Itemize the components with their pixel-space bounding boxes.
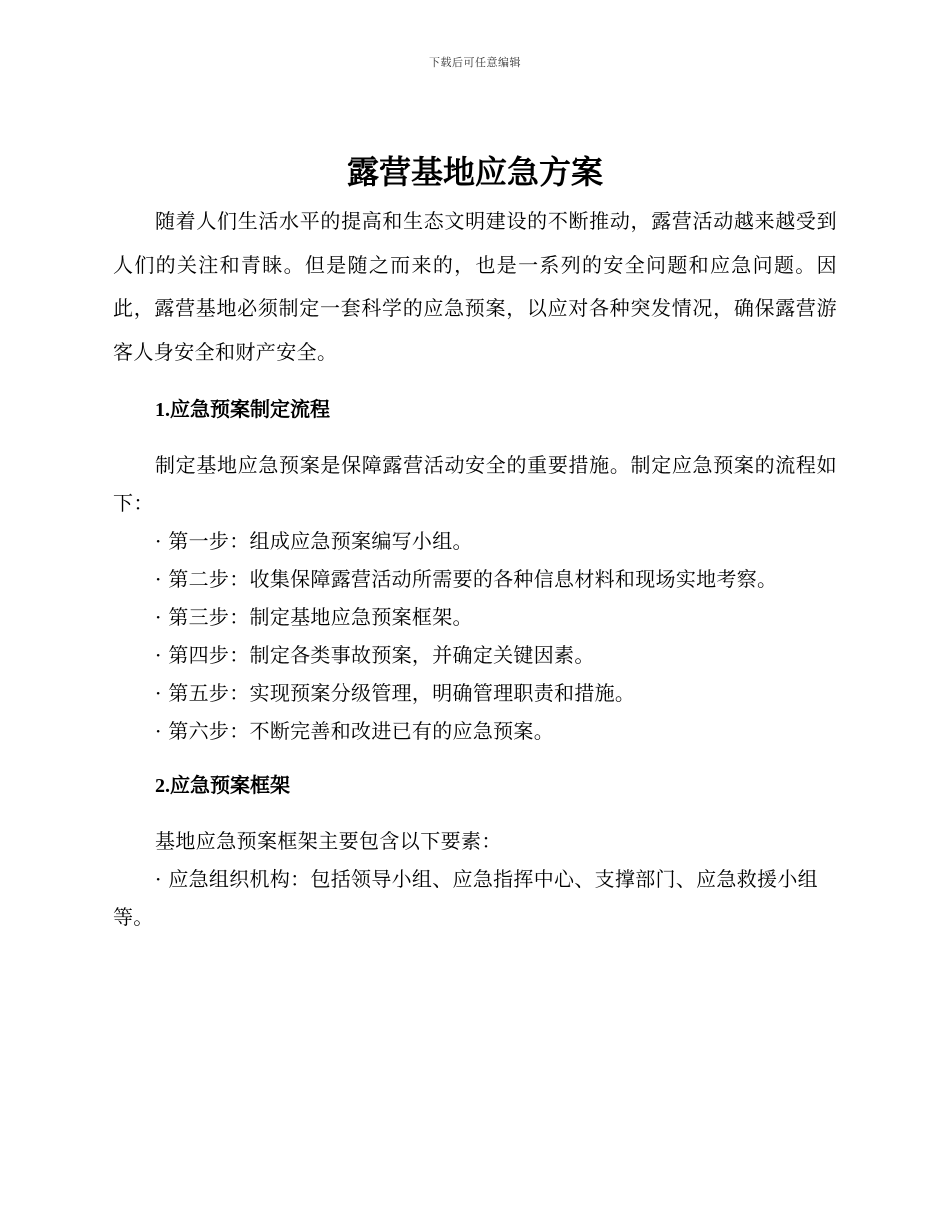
section-2-heading: 2.应急预案框架 xyxy=(155,775,290,797)
step-item: · 第一步：组成应急预案编写小组。 xyxy=(155,529,473,553)
step-item: · 第四步：制定各类事故预案，并确定关键因素。 xyxy=(155,643,595,667)
section-2-paragraph: 基地应急预案框架主要包含以下要素： xyxy=(155,829,502,853)
section-1-heading: 1.应急预案制定流程 xyxy=(155,399,330,421)
step-item: · 第二步：收集保障露营活动所需要的各种信息材料和现场实地考察。 xyxy=(155,567,778,591)
document-title: 露营基地应急方案 xyxy=(346,153,603,191)
header-note: 下载后可任意编辑 xyxy=(429,56,521,69)
document-body xyxy=(113,200,837,936)
framework-item: · 应急组织机构：包括领导小组、应急指挥中心、支撑部门、应急救援小组等。 xyxy=(113,867,818,929)
step-item: · 第五步：实现预案分级管理，明确管理职责和措施。 xyxy=(155,681,636,705)
step-item: · 第三步：制定基地应急预案框架。 xyxy=(155,605,473,629)
intro-paragraph: 随着人们生活水平的提高和生态文明建设的不断推动，露营活动越来越受到人们的关注和青睐。但是随之而来的，也是一系列的安全问题和应急问题。因此，露营基地必须制定一套科学的应急预案，以应对各种突发情况，确保露营游客人身安全和财产安全。 xyxy=(113,209,837,364)
step-item: · 第六步：不断完善和改进已有的应急预案。 xyxy=(155,719,555,743)
section-1-paragraph: 制定基地应急预案是保障露营活动安全的重要措施。制定应急预案的流程如下： xyxy=(113,453,837,515)
